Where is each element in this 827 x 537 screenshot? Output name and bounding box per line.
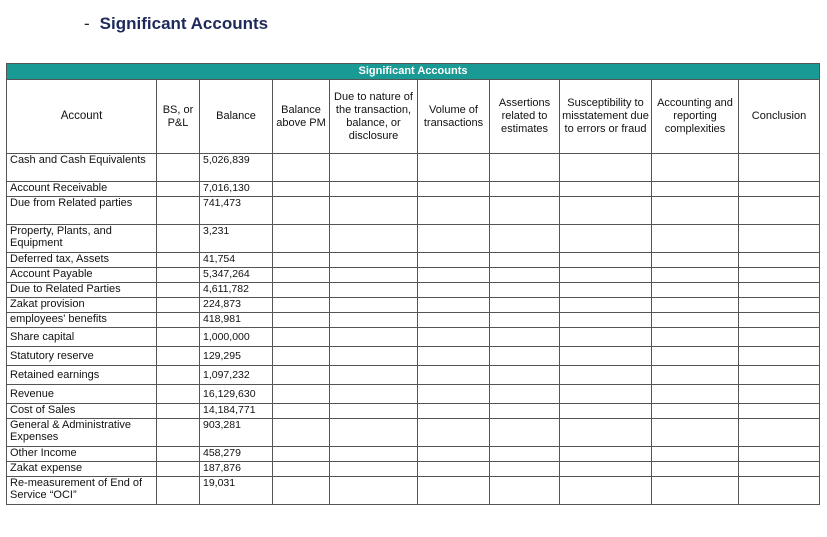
empty-cell xyxy=(560,366,652,385)
banner-row xyxy=(7,64,820,80)
empty-cell xyxy=(490,182,560,197)
balance-cell: 16,129,630 xyxy=(200,385,273,404)
empty-cell xyxy=(739,347,820,366)
balance-cell: 41,754 xyxy=(200,253,273,268)
balance-cell: 7,016,130 xyxy=(200,182,273,197)
empty-cell xyxy=(490,477,560,505)
empty-cell xyxy=(652,154,739,182)
balance-cell: 458,279 xyxy=(200,447,273,462)
empty-cell xyxy=(418,404,490,419)
empty-cell xyxy=(560,462,652,477)
empty-cell xyxy=(273,283,330,298)
table-row xyxy=(7,347,820,366)
empty-cell xyxy=(739,182,820,197)
empty-cell xyxy=(418,447,490,462)
empty-cell xyxy=(273,328,330,347)
heading-title: Significant Accounts xyxy=(99,14,269,33)
empty-cell xyxy=(418,477,490,505)
table-row xyxy=(7,328,820,347)
empty-cell xyxy=(157,268,200,283)
empty-cell xyxy=(739,283,820,298)
table-row xyxy=(7,298,820,313)
table-body xyxy=(7,154,820,505)
empty-cell xyxy=(652,419,739,447)
empty-cell xyxy=(652,477,739,505)
empty-cell xyxy=(330,283,418,298)
balance-cell: 5,347,264 xyxy=(200,268,273,283)
header-account: Account xyxy=(7,80,157,154)
empty-cell xyxy=(490,328,560,347)
empty-cell xyxy=(490,366,560,385)
account-cell: Zakat expense xyxy=(7,462,157,477)
empty-cell xyxy=(418,298,490,313)
empty-cell xyxy=(560,298,652,313)
empty-cell xyxy=(157,313,200,328)
empty-cell xyxy=(157,347,200,366)
empty-cell xyxy=(418,385,490,404)
balance-cell: 1,000,000 xyxy=(200,328,273,347)
empty-cell xyxy=(157,462,200,477)
balance-cell: 129,295 xyxy=(200,347,273,366)
empty-cell xyxy=(273,225,330,253)
account-cell: Account Receivable xyxy=(7,182,157,197)
account-cell: Re-measurement of End of Service “OCI” xyxy=(7,477,157,505)
account-cell: Cost of Sales xyxy=(7,404,157,419)
empty-cell xyxy=(652,328,739,347)
empty-cell xyxy=(560,419,652,447)
empty-cell xyxy=(330,419,418,447)
empty-cell xyxy=(418,347,490,366)
empty-cell xyxy=(560,154,652,182)
empty-cell xyxy=(273,385,330,404)
empty-cell xyxy=(739,313,820,328)
table-row xyxy=(7,268,820,283)
empty-cell xyxy=(418,197,490,225)
balance-cell: 187,876 xyxy=(200,462,273,477)
empty-cell xyxy=(418,253,490,268)
empty-cell xyxy=(560,253,652,268)
empty-cell xyxy=(330,268,418,283)
empty-cell xyxy=(330,477,418,505)
empty-cell xyxy=(652,447,739,462)
header-row xyxy=(7,80,820,154)
empty-cell xyxy=(490,154,560,182)
empty-cell xyxy=(739,197,820,225)
empty-cell xyxy=(560,477,652,505)
balance-cell: 224,873 xyxy=(200,298,273,313)
empty-cell xyxy=(560,347,652,366)
empty-cell xyxy=(273,268,330,283)
empty-cell xyxy=(157,225,200,253)
empty-cell xyxy=(273,477,330,505)
header-bs-pl: BS, or P&L xyxy=(157,80,200,154)
empty-cell xyxy=(330,225,418,253)
table-row xyxy=(7,462,820,477)
table-row xyxy=(7,477,820,505)
empty-cell xyxy=(560,268,652,283)
empty-cell xyxy=(330,404,418,419)
empty-cell xyxy=(330,366,418,385)
empty-cell xyxy=(652,283,739,298)
table-row xyxy=(7,447,820,462)
empty-cell xyxy=(560,197,652,225)
account-cell: Zakat provision xyxy=(7,298,157,313)
balance-cell: 5,026,839 xyxy=(200,154,273,182)
empty-cell xyxy=(418,366,490,385)
account-cell: Property, Plants, and Equipment xyxy=(7,225,157,253)
table-row xyxy=(7,225,820,253)
empty-cell xyxy=(560,182,652,197)
empty-cell xyxy=(157,419,200,447)
significant-accounts-table xyxy=(6,63,820,505)
empty-cell xyxy=(330,298,418,313)
empty-cell xyxy=(273,154,330,182)
account-cell: Account Payable xyxy=(7,268,157,283)
empty-cell xyxy=(157,154,200,182)
empty-cell xyxy=(490,225,560,253)
account-cell: Share capital xyxy=(7,328,157,347)
empty-cell xyxy=(490,197,560,225)
empty-cell xyxy=(652,462,739,477)
empty-cell xyxy=(490,404,560,419)
empty-cell xyxy=(273,347,330,366)
empty-cell xyxy=(652,347,739,366)
empty-cell xyxy=(739,154,820,182)
empty-cell xyxy=(560,225,652,253)
table-row xyxy=(7,404,820,419)
empty-cell xyxy=(157,366,200,385)
empty-cell xyxy=(330,313,418,328)
empty-cell xyxy=(157,253,200,268)
empty-cell xyxy=(739,225,820,253)
empty-cell xyxy=(652,298,739,313)
empty-cell xyxy=(652,182,739,197)
empty-cell xyxy=(273,419,330,447)
empty-cell xyxy=(273,253,330,268)
table-row xyxy=(7,419,820,447)
empty-cell xyxy=(273,298,330,313)
empty-cell xyxy=(418,328,490,347)
empty-cell xyxy=(490,419,560,447)
empty-cell xyxy=(157,298,200,313)
empty-cell xyxy=(560,385,652,404)
table-row xyxy=(7,182,820,197)
empty-cell xyxy=(560,447,652,462)
empty-cell xyxy=(739,328,820,347)
empty-cell xyxy=(330,385,418,404)
empty-cell xyxy=(739,385,820,404)
empty-cell xyxy=(490,253,560,268)
empty-cell xyxy=(490,313,560,328)
empty-cell xyxy=(157,328,200,347)
account-cell: Retained earnings xyxy=(7,366,157,385)
empty-cell xyxy=(273,462,330,477)
header-assertions: Assertions related to estimates xyxy=(490,80,560,154)
empty-cell xyxy=(330,347,418,366)
empty-cell xyxy=(157,385,200,404)
empty-cell xyxy=(490,298,560,313)
empty-cell xyxy=(273,366,330,385)
empty-cell xyxy=(418,182,490,197)
balance-cell: 903,281 xyxy=(200,419,273,447)
empty-cell xyxy=(490,283,560,298)
header-susceptibility: Susceptibility to misstatement due to errors or fraud xyxy=(560,80,652,154)
table-row xyxy=(7,154,820,182)
balance-cell: 3,231 xyxy=(200,225,273,253)
header-volume: Volume of transactions xyxy=(418,80,490,154)
table-row xyxy=(7,283,820,298)
empty-cell xyxy=(157,404,200,419)
empty-cell xyxy=(652,197,739,225)
empty-cell xyxy=(560,328,652,347)
empty-cell xyxy=(330,462,418,477)
empty-cell xyxy=(330,197,418,225)
header-conclusion: Conclusion xyxy=(739,80,820,154)
header-accounting-complexities: Accounting and reporting complexities xyxy=(652,80,739,154)
table-row xyxy=(7,253,820,268)
empty-cell xyxy=(418,283,490,298)
account-cell: Deferred tax, Assets xyxy=(7,253,157,268)
empty-cell xyxy=(739,447,820,462)
empty-cell xyxy=(418,268,490,283)
page-heading xyxy=(84,14,268,34)
balance-cell: 1,097,232 xyxy=(200,366,273,385)
empty-cell xyxy=(739,462,820,477)
empty-cell xyxy=(330,328,418,347)
empty-cell xyxy=(652,225,739,253)
empty-cell xyxy=(418,225,490,253)
empty-cell xyxy=(273,447,330,462)
empty-cell xyxy=(490,462,560,477)
balance-cell: 741,473 xyxy=(200,197,273,225)
empty-cell xyxy=(418,462,490,477)
empty-cell xyxy=(739,404,820,419)
empty-cell xyxy=(273,197,330,225)
empty-cell xyxy=(273,182,330,197)
account-cell: Statutory reserve xyxy=(7,347,157,366)
empty-cell xyxy=(560,283,652,298)
table-banner: Significant Accounts xyxy=(7,64,820,80)
account-cell: Due from Related parties xyxy=(7,197,157,225)
table-row xyxy=(7,197,820,225)
table-row xyxy=(7,385,820,404)
empty-cell xyxy=(330,253,418,268)
balance-cell: 14,184,771 xyxy=(200,404,273,419)
empty-cell xyxy=(560,313,652,328)
empty-cell xyxy=(652,253,739,268)
empty-cell xyxy=(652,366,739,385)
empty-cell xyxy=(652,313,739,328)
account-cell: Cash and Cash Equivalents xyxy=(7,154,157,182)
account-cell: employees' benefits xyxy=(7,313,157,328)
account-cell: Other Income xyxy=(7,447,157,462)
empty-cell xyxy=(652,268,739,283)
empty-cell xyxy=(490,268,560,283)
empty-cell xyxy=(490,347,560,366)
empty-cell xyxy=(418,313,490,328)
empty-cell xyxy=(157,477,200,505)
empty-cell xyxy=(157,447,200,462)
empty-cell xyxy=(490,447,560,462)
empty-cell xyxy=(330,154,418,182)
empty-cell xyxy=(157,283,200,298)
empty-cell xyxy=(330,447,418,462)
account-cell: General & Administrative Expenses xyxy=(7,419,157,447)
empty-cell xyxy=(739,419,820,447)
empty-cell xyxy=(652,404,739,419)
empty-cell xyxy=(418,154,490,182)
balance-cell: 4,611,782 xyxy=(200,283,273,298)
table-row xyxy=(7,366,820,385)
empty-cell xyxy=(739,253,820,268)
empty-cell xyxy=(560,404,652,419)
header-balance: Balance xyxy=(200,80,273,154)
empty-cell xyxy=(273,313,330,328)
empty-cell xyxy=(739,366,820,385)
table-row xyxy=(7,313,820,328)
heading-dash: - xyxy=(84,14,90,33)
empty-cell xyxy=(739,268,820,283)
header-due-to-nature: Due to nature of the transaction, balance, or disclosure xyxy=(330,80,418,154)
empty-cell xyxy=(330,182,418,197)
empty-cell xyxy=(418,419,490,447)
account-cell: Due to Related Parties xyxy=(7,283,157,298)
empty-cell xyxy=(157,182,200,197)
empty-cell xyxy=(273,404,330,419)
empty-cell xyxy=(490,385,560,404)
header-balance-above-pm: Balance above PM xyxy=(273,80,330,154)
empty-cell xyxy=(739,477,820,505)
empty-cell xyxy=(157,197,200,225)
account-cell: Revenue xyxy=(7,385,157,404)
balance-cell: 19,031 xyxy=(200,477,273,505)
empty-cell xyxy=(652,385,739,404)
empty-cell xyxy=(739,298,820,313)
balance-cell: 418,981 xyxy=(200,313,273,328)
